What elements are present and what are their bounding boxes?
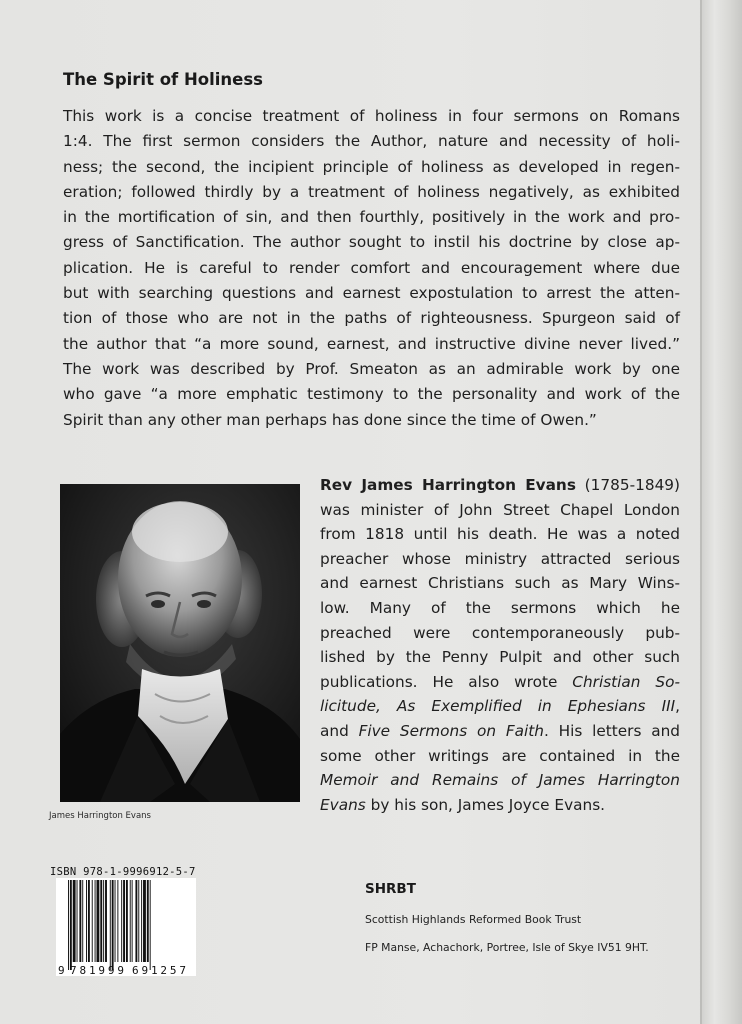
book-title-italic: Evans [320, 795, 366, 814]
description-line: The work was described by Prof. Smeaton as an admirable work by one [63, 359, 680, 378]
book-title-italic: Memoir and Remains of James Harrington [320, 771, 680, 790]
bio-text: . His letters and [543, 721, 680, 740]
bio-line [320, 793, 680, 818]
publisher-address: FP Manse, Achachork, Portree, Isle of Skye IV51 9HT. [365, 941, 649, 954]
barcode-left-digits: 781999 [70, 964, 124, 976]
barcode-bar [132, 880, 133, 962]
bio-line [320, 768, 680, 793]
spine-crease [700, 0, 702, 1024]
barcode-bar [138, 880, 139, 962]
book-title-italic: Five Sermons on Faith [358, 721, 544, 740]
author-dates: (1785-1849) [575, 476, 680, 494]
barcode-bar [88, 880, 90, 962]
isbn-label: ISBN 978-1-9996912-5-7 [50, 866, 196, 878]
bio-text: by his son, James Joyce Evans. [365, 795, 606, 814]
bio-line [320, 473, 680, 498]
description-line: ness; the second, the incipient principle of holiness as developed in regen- [63, 157, 680, 176]
bio-line [320, 670, 680, 695]
description-line: plication. He is careful to render comfort and encouragement where due [63, 258, 680, 277]
bio-line: from 1818 until his death. He was a noted [320, 525, 680, 544]
bio-line: and earnest Christians such as Mary Wins- [320, 574, 680, 593]
bio-text: , [675, 697, 680, 716]
publisher-short-name: SHRBT [365, 881, 416, 897]
portrait-caption: James Harrington Evans [49, 811, 151, 821]
description-line: but with searching questions and earnest expostulation to arrest the atten- [63, 284, 680, 303]
barcode-bar [123, 880, 125, 962]
book-spine [700, 0, 742, 1024]
barcode-bar [121, 880, 122, 962]
barcode-bar [92, 880, 93, 962]
portrait-drawing [60, 484, 300, 802]
description-line: Spirit than any other man perhaps has done since the time of Owen.” [63, 410, 597, 429]
book-title: The Spirit of Holiness [63, 70, 264, 89]
barcode-bar [117, 880, 118, 962]
bio-line [320, 719, 680, 744]
barcode-bar [105, 880, 107, 962]
barcode-bar [77, 880, 78, 962]
book-description [63, 104, 680, 433]
bio-text: publications. He also wrote [320, 672, 573, 691]
bio-line: lished by the Penny Pulpit and other such [320, 648, 680, 667]
publisher-name: Scottish Highlands Reformed Book Trust [365, 913, 582, 926]
barcode-right-digits: 691257 [132, 964, 186, 976]
isbn-barcode [56, 878, 196, 976]
barcode-bar [100, 880, 102, 962]
barcode-bar [97, 880, 100, 962]
book-title-italic: Christian So- [572, 672, 680, 691]
barcode-bar [141, 880, 142, 962]
description-line: tion of those who are not in the paths of righteousness. Spurgeon said of [63, 309, 680, 328]
bio-line: low. Many of the sermons which he [320, 598, 680, 617]
author-biography [320, 473, 680, 817]
barcode-bar [135, 880, 137, 962]
barcode-bar [150, 880, 151, 970]
description-line: 1:4. The first sermon considers the Author, nature and necessity of holi- [63, 132, 680, 151]
barcode-bar [70, 880, 72, 970]
description-line: who gave “a more emphatic testimony to the personality and work of the [63, 385, 680, 404]
bio-line: was minister of John Street Chapel London [320, 500, 680, 519]
barcode-bar [86, 880, 87, 962]
barcode-bar [110, 880, 111, 970]
bio-line: some other writings are contained in the [320, 746, 680, 765]
barcode-bar [79, 880, 81, 962]
barcode-bar [103, 880, 104, 962]
bio-line: preacher whose ministry attracted serious [320, 549, 680, 568]
author-portrait [60, 484, 300, 802]
barcode-bar [95, 880, 96, 962]
barcode-bar [112, 880, 114, 970]
barcode-bar [143, 880, 146, 962]
description-line: the author that “a more sound, earnest, and instructive divine never lived.” [63, 334, 680, 353]
bio-line: preached were contemporaneously pub- [320, 623, 680, 642]
book-title-italic: licitude, As Exemplified in Ephesians III [320, 697, 676, 716]
bio-line [320, 694, 680, 719]
barcode-bar [126, 880, 128, 962]
barcode-bar [130, 880, 131, 962]
description-line: gress of Sanctification. The author sought to instil his doctrine by close ap- [63, 233, 680, 252]
description-line: in the mortification of sin, and then fourthly, positively in the work and pro- [63, 208, 680, 227]
bio-text: and [320, 721, 359, 740]
description-line: eration; followed thirdly by a treatment of holiness negatively, as exhibited [63, 182, 680, 201]
barcode-bar [115, 880, 116, 962]
barcode-bar [73, 880, 76, 962]
barcode-lead-digit: 9 [58, 964, 65, 976]
barcode-bar [147, 880, 149, 962]
barcode-bar [68, 880, 69, 970]
author-name: Rev James Harrington Evans [320, 476, 576, 494]
barcode-bar [82, 880, 83, 962]
description-line: This work is a concise treatment of holiness in four sermons on Romans [63, 107, 680, 125]
